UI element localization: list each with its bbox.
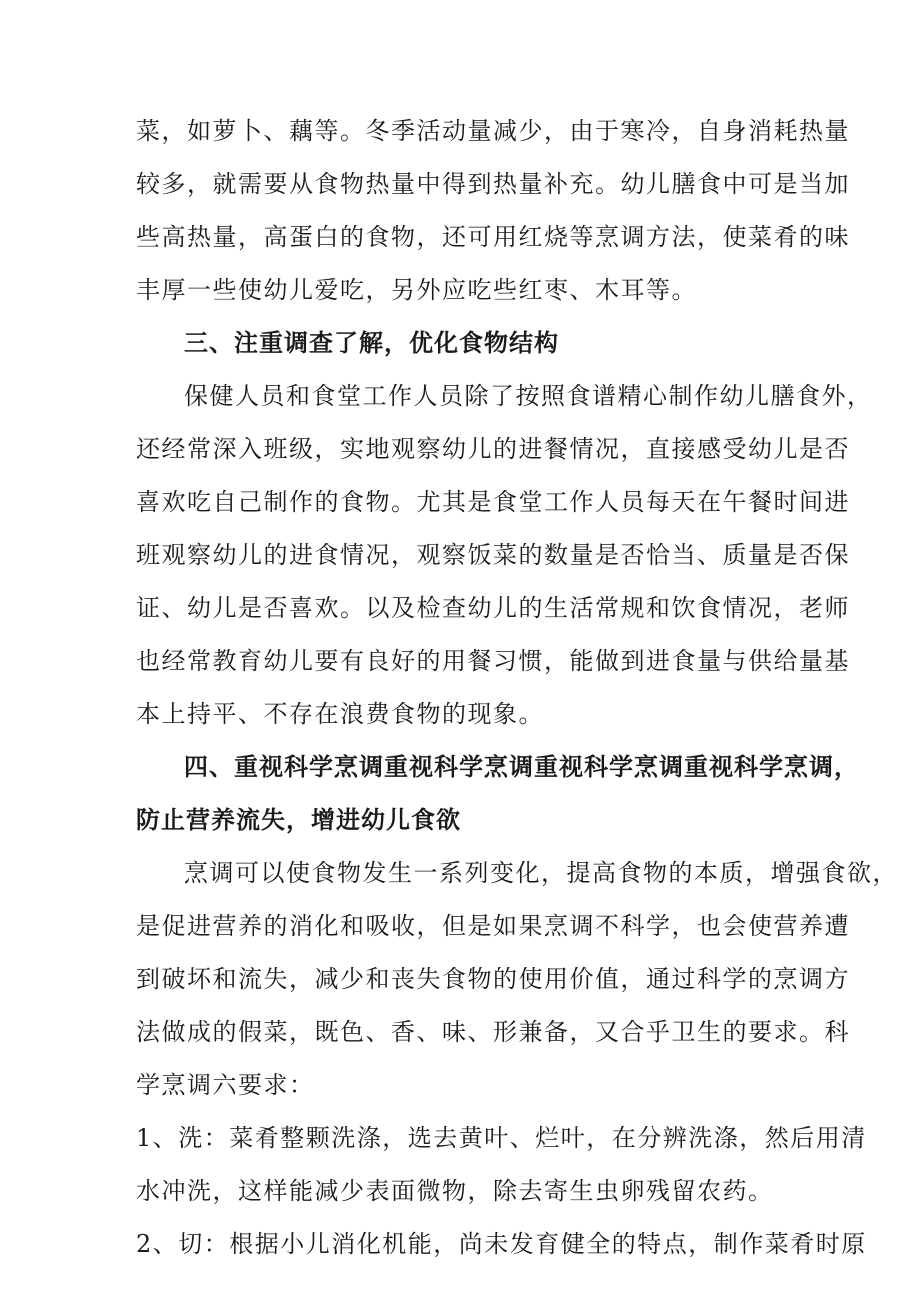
body-line: 菜，如萝卜、藕等。冬季活动量减少，由于寒冷，自身消耗热量 [136,117,850,145]
body-line: 较多，就需要从食物热量中得到热量补充。幼儿膳食中可是当加 [136,170,850,198]
body-line: 丰厚一些使幼儿爱吃，另外应吃些红枣、木耳等。 [136,276,697,304]
body-line: 些高热量，高蛋白的食物，还可用红烧等烹调方法，使菜肴的味 [136,223,850,251]
body-line: 到破坏和流失，减少和丧失食物的使用价值，通过科学的烹调方 [136,965,850,993]
list-item-cut: 2、切：根据小儿消化机能，尚未发育健全的特点，制作菜肴时原 [136,1230,867,1258]
body-line: 还经常深入班级，实地观察幼儿的进餐情况，直接感受幼儿是否 [136,435,850,463]
section-heading-4: 四、重视科学烹调重视科学烹调重视科学烹调重视科学烹调， [184,753,859,781]
body-line: 保健人员和食堂工作人员除了按照食谱精心制作幼儿膳食外， [184,382,873,410]
body-line: 也经常教育幼儿要有良好的用餐习惯，能做到进食量与供给量基 [136,647,850,675]
section-heading-4-cont: 防止营养流失，增进幼儿食欲 [136,806,461,834]
body-line: 证、幼儿是否喜欢。以及检查幼儿的生活常规和饮食情况，老师 [136,594,850,622]
body-line: 班观察幼儿的进食情况，观察饭菜的数量是否恰当、质量是否保 [136,541,850,569]
body-line: 喜欢吃自己制作的食物。尤其是食堂工作人员每天在午餐时间进 [136,488,850,516]
section-heading-3: 三、注重调查了解，优化食物结构 [184,329,559,357]
list-item-wash-cont: 水冲洗，这样能减少表面微物，除去寄生虫卵残留农药。 [136,1177,774,1205]
body-line: 烹调可以使食物发生一系列变化，提高食物的本质，增强食欲， [184,859,898,887]
body-line: 本上持平、不存在浪费食物的现象。 [136,700,544,728]
list-item-wash: 1、洗：菜肴整颗洗涤，选去黄叶、烂叶，在分辨洗涤，然后用清 [136,1124,867,1152]
body-line: 法做成的假菜，既色、香、味、形兼备，又合乎卫生的要求。科 [136,1018,850,1046]
body-line: 是促进营养的消化和吸收，但是如果烹调不科学，也会使营养遭 [136,912,850,940]
body-line: 学烹调六要求： [136,1071,315,1099]
